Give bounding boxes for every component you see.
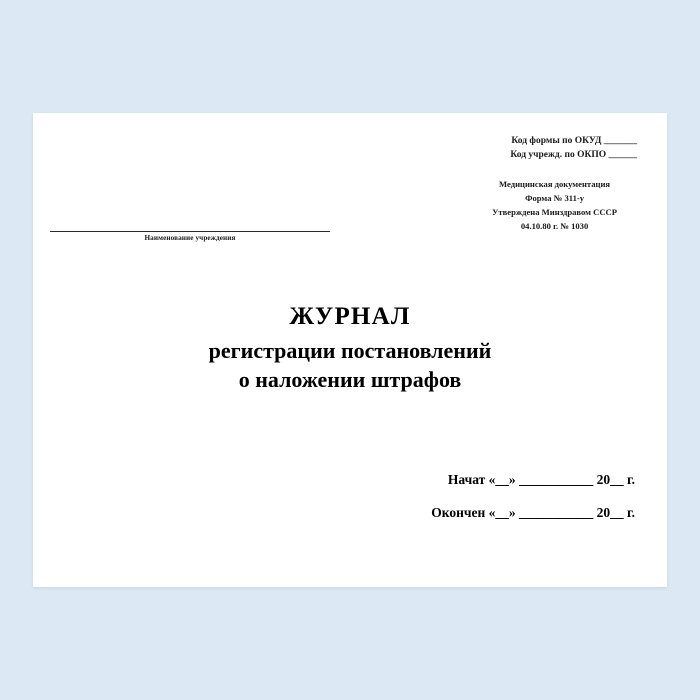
form-meta-line-3: Утверждена Минздравом СССР (492, 206, 617, 217)
okpo-code-line: Код учрежд. по ОКПО ______ (510, 149, 637, 160)
document-sheet (33, 113, 667, 587)
end-date-line: Окончен «__» ___________ 20__ г. (431, 505, 635, 521)
title-line-1: ЖУРНАЛ (289, 303, 411, 330)
institution-underline (50, 231, 330, 232)
title-line-3: о наложении штрафов (238, 367, 462, 393)
title-line-2: регистрации постановлений (208, 338, 492, 364)
date-fields (431, 463, 635, 529)
start-date-line: Начат «__» ___________ 20__ г. (447, 472, 635, 487)
form-meta-block (492, 178, 617, 234)
form-meta-line-4: 04.10.80 г. № 1030 (520, 220, 589, 231)
institution-field (50, 231, 330, 242)
okud-okpo-codes (510, 135, 637, 163)
form-meta-line-2: Форма № 311-у (525, 192, 585, 203)
document-title (33, 301, 667, 394)
form-meta-line-1: Медицинская документация (499, 179, 611, 189)
okud-code-line: Код формы по ОКУД _______ (511, 136, 637, 146)
institution-label: Наименование учреждения (144, 234, 236, 242)
